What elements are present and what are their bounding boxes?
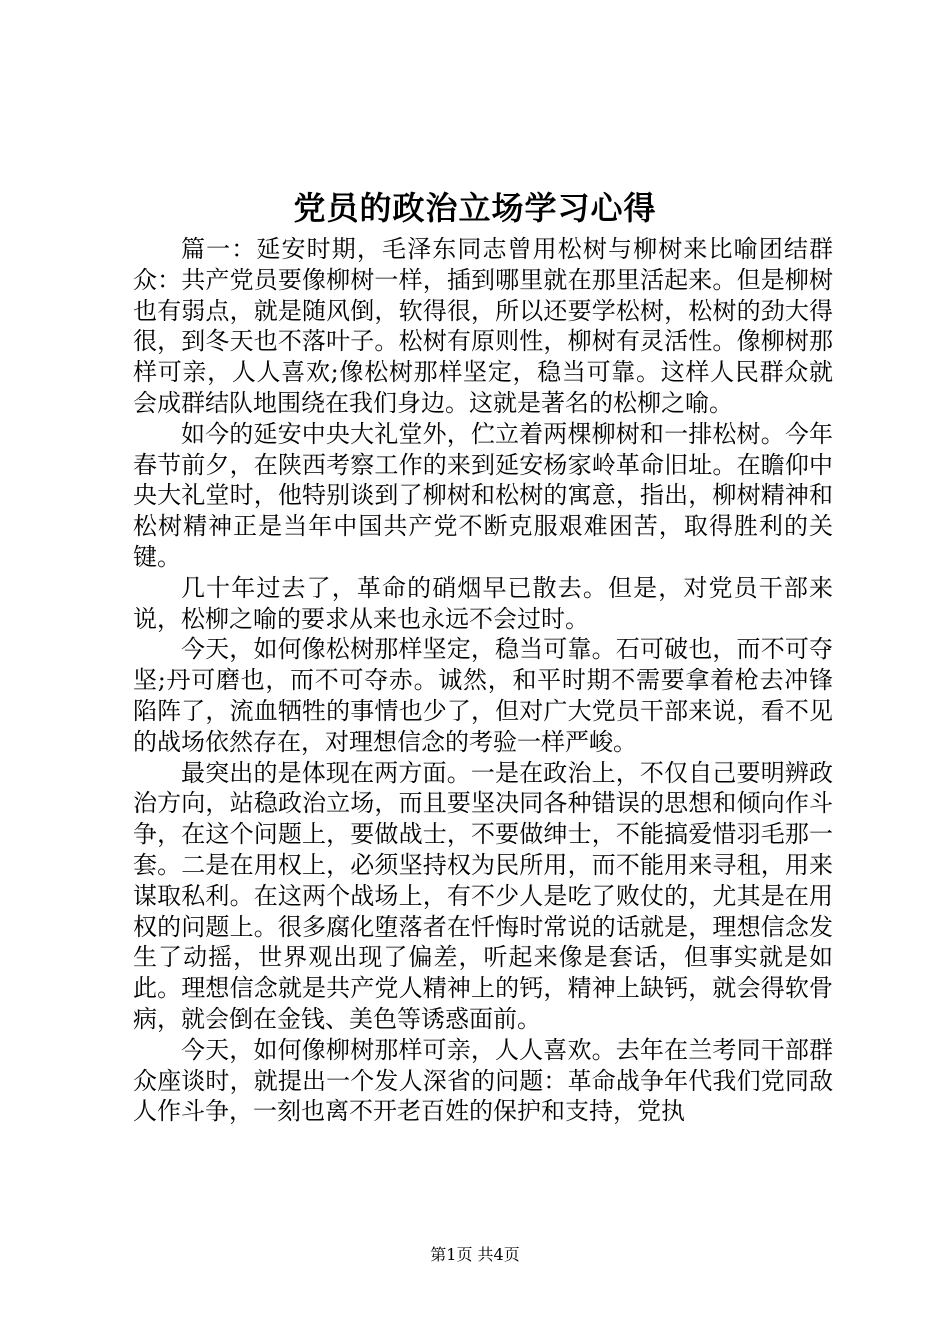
document-title: 党员的政治立场学习心得 [293, 189, 657, 227]
paragraph: 今天，如何像松树那样坚定，稳当可靠。石可破也，而不可夺坚;丹可磨也，而不可夺赤。诚然，和平时期不需要拿着枪去冲锋陷阵了，流血牺牲的事情也少了，但对广大党员干部来说，看不见的战场依然存在，对理想信念的考验一样严峻。 [133, 635, 833, 756]
paragraph: 最突出的是体现在两方面。一是在政治上，不仅自己要明辨政治方向，站稳政治立场，而且要坚决同各种错误的思想和倾向作斗争，在这个问题上，要做战士，不要做绅士，不能搞爱惜羽毛那一套。二是在用权上，必须坚持权为民所用，而不能用来寻租，用来谋取私利。在这两个战场上，有不少人是吃了败仗的，尤其是在用权的问题上。很多腐化堕落者在忏悔时常说的话就是，理想信念发生了动摇，世界观出现了偏差，听起来像是套话，但事实就是如此。理想信念就是共产党人精神上的钙，精神上缺钙，就会得软骨病，就会倒在金钱、美色等诱惑面前。 [133, 758, 833, 1033]
page-footer: 第1页 共4页 [430, 1245, 520, 1264]
paragraph: 几十年过去了，革命的硝烟早已散去。但是，对党员干部来说，松柳之喻的要求从来也永远不会过时。 [133, 573, 833, 633]
document-body [133, 234, 833, 1127]
paragraph: 今天，如何像柳树那样可亲，人人喜欢。去年在兰考同干部群众座谈时，就提出一个发人深省的问题：革命战争年代我们党同敌人作斗争，一刻也离不开老百姓的保护和支持，党执 [133, 1035, 833, 1126]
paragraph: 如今的延安中央大礼堂外，伫立着两棵柳树和一排松树。今年春节前夕，在陕西考察工作的来到延安杨家岭革命旧址。在瞻仰中央大礼堂时，他特别谈到了柳树和松树的寓意，指出，柳树精神和松树精神正是当年中国共产党不断克服艰难困苦，取得胜利的关键。 [133, 419, 833, 571]
paragraph: 篇一：延安时期，毛泽东同志曾用松树与柳树来比喻团结群众：共产党员要像柳树一样，插到哪里就在那里活起来。但是柳树也有弱点，就是随风倒，软得很，所以还要学松树，松树的劲大得很，到冬天也不落叶子。松树有原则性，柳树有灵活性。像柳树那样可亲，人人喜欢;像松树那样坚定，稳当可靠。这样人民群众就会成群结队地围绕在我们身边。这就是著名的松柳之喻。 [133, 235, 833, 417]
